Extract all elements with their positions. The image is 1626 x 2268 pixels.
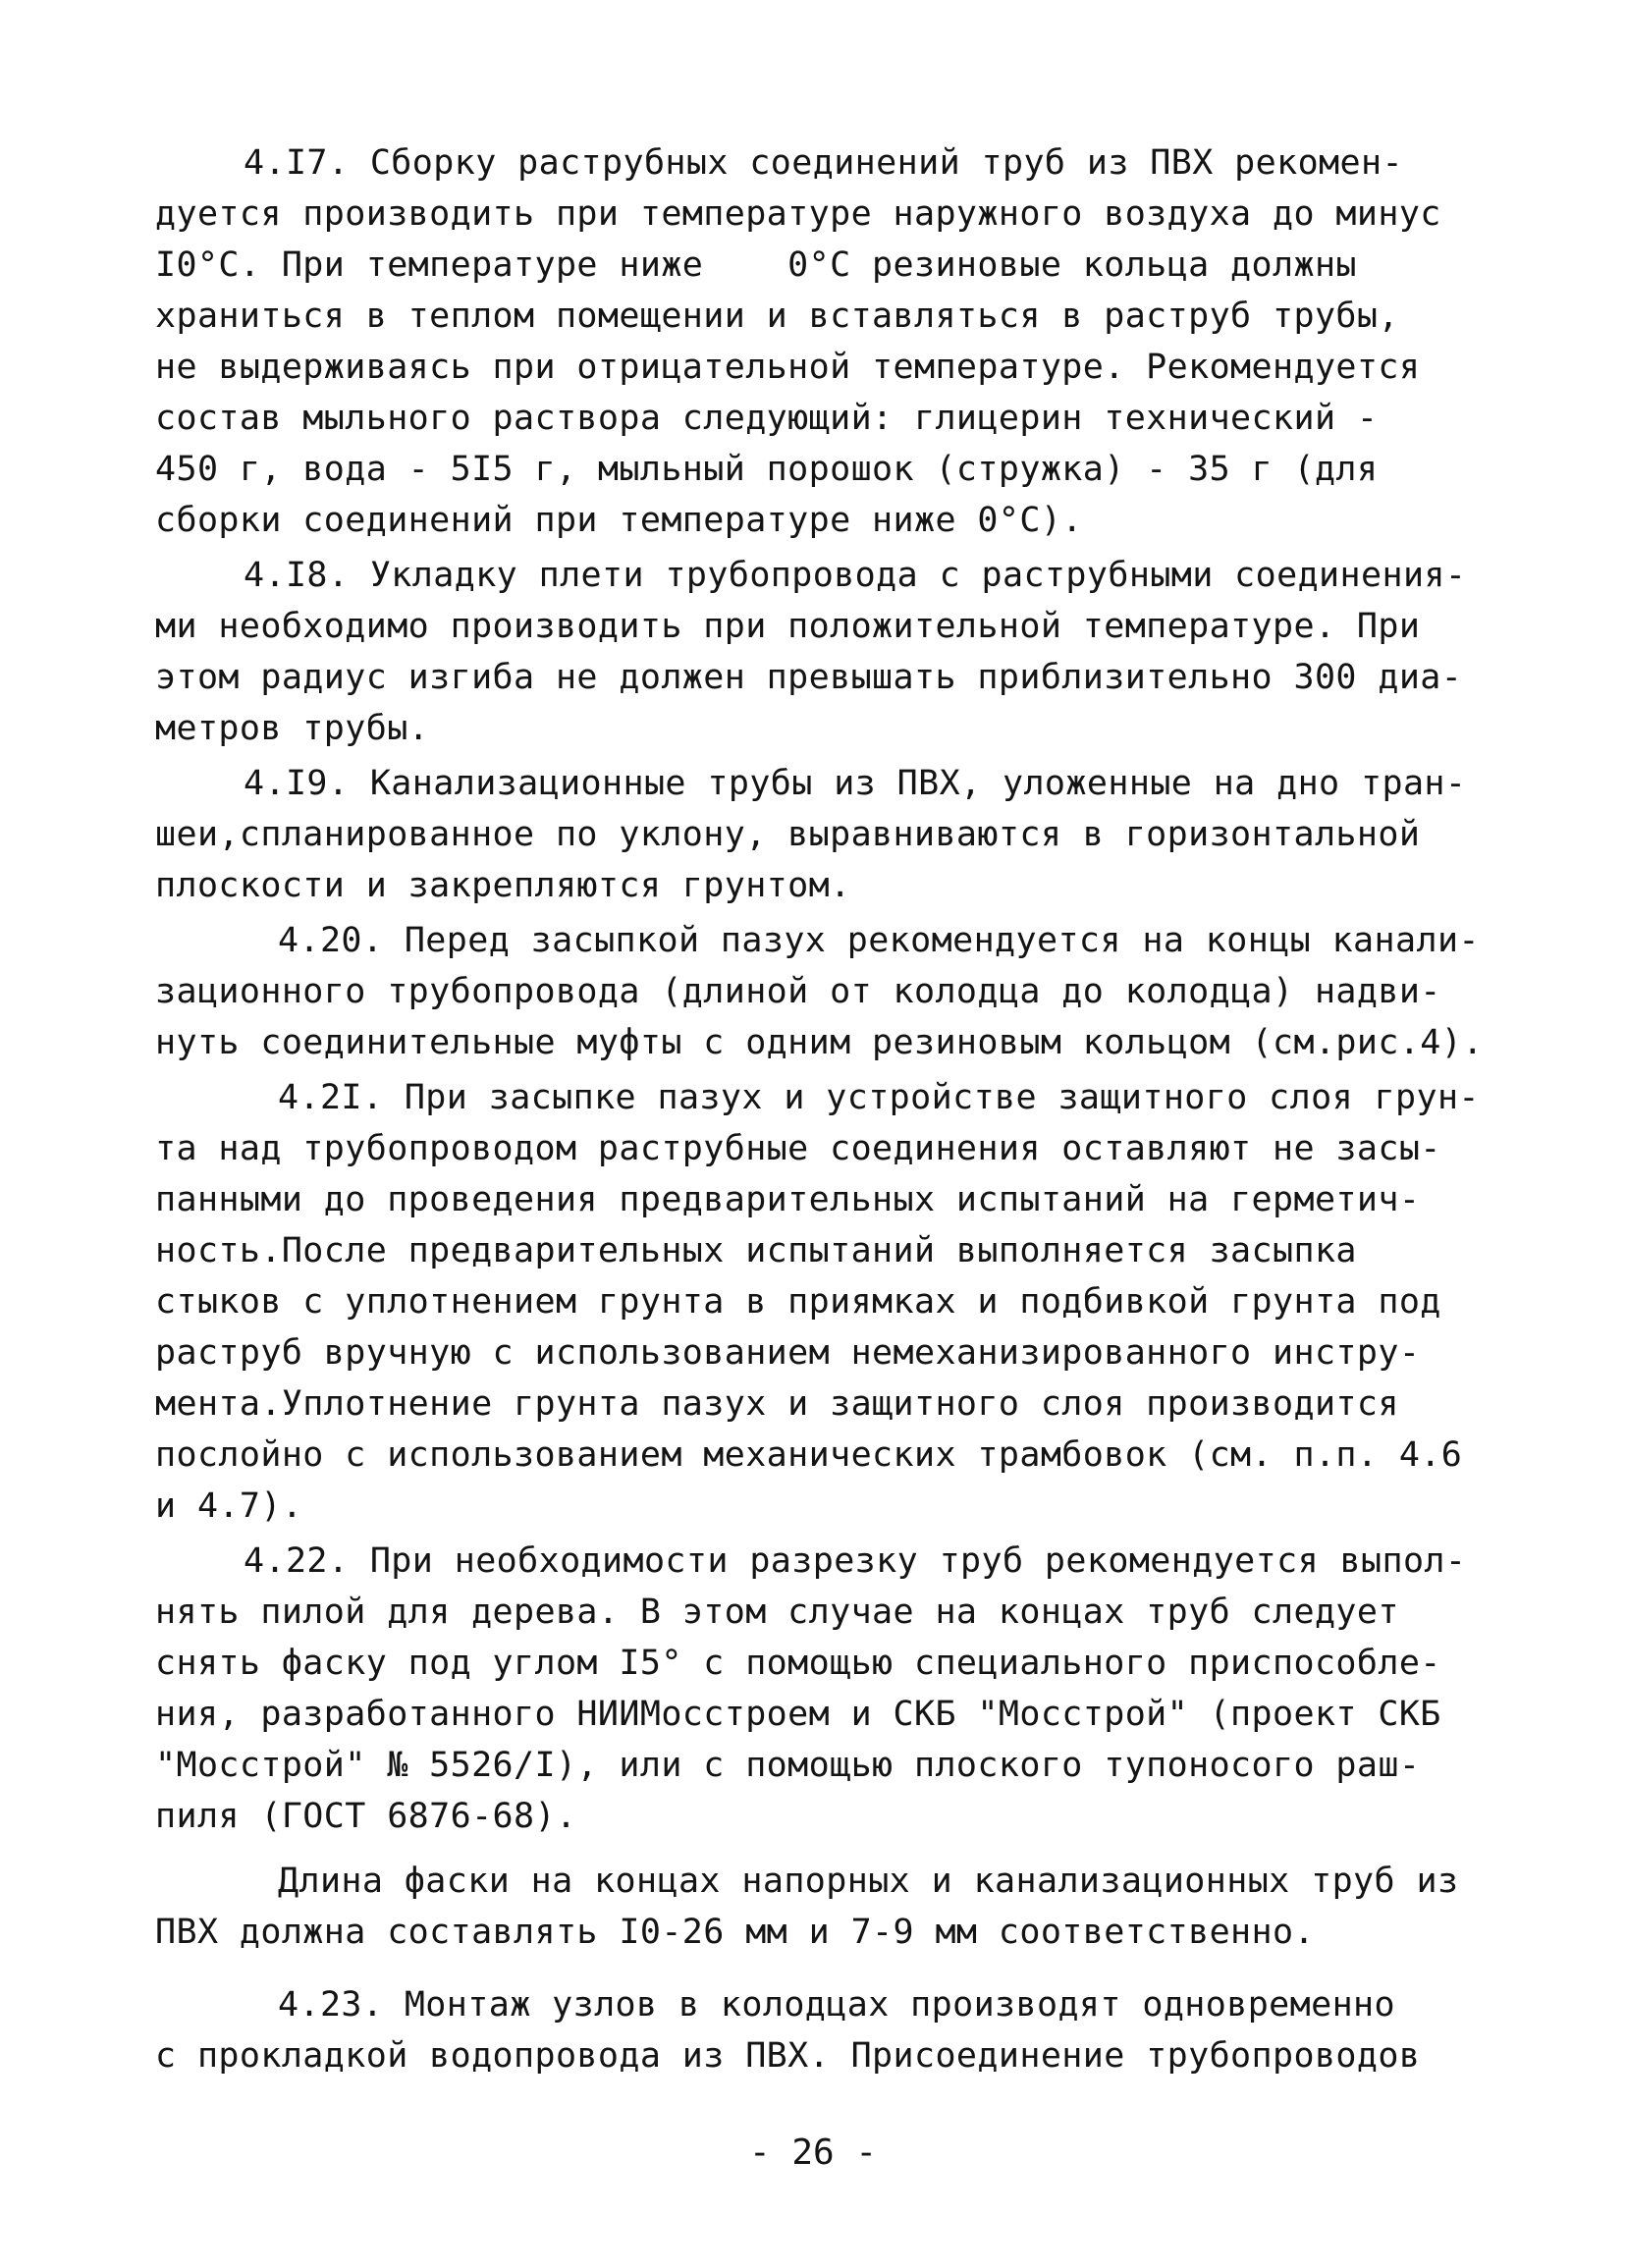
text-line: сборки соединений при температуре ниже 0°C).	[155, 501, 1083, 540]
text-line: ность.После предварительных испытаний выполняется засыпка	[155, 1231, 1357, 1270]
text-line: и 4.7).	[155, 1486, 303, 1526]
text-line: 4.2I. При засыпке пазух и устройстве защитного слоя грун-	[278, 1078, 1480, 1117]
text-line: 4.22. При необходимости разрезку труб рекомендуется выпол-	[244, 1541, 1467, 1581]
text-line: с прокладкой водопровода из ПВХ. Присоединение трубопроводов	[155, 2036, 1421, 2076]
text-line: шеи,спланированное по уклону, выравниваются в горизонтальной	[155, 815, 1421, 854]
text-line: стыков с уплотнением грунта в приямках и подбивкой грунта под	[155, 1282, 1441, 1322]
text-line: 4.23. Монтаж узлов в колодцах производят одновременно	[278, 1985, 1396, 2025]
text-line: та над трубопроводом раструбные соединения оставляют не засы-	[155, 1129, 1441, 1168]
text-line: "Мосстрой" № 5526/I), или с помощью плоского тупоносого раш-	[155, 1746, 1421, 1785]
text-line: послойно с использованием механических трамбовок (см. п.п. 4.6	[155, 1435, 1463, 1475]
text-line: панными до проведения предварительных испытаний на герметич-	[155, 1180, 1421, 1219]
text-line: мента.Уплотнение грунта пазух и защитного слоя производится	[155, 1384, 1399, 1424]
document-body	[155, 137, 1484, 2081]
text-line: зационного трубопровода (длиной от колодца до колодца) надви-	[155, 972, 1441, 1011]
text-line: 450 г, вода - 5I5 г, мыльный порошок (стружка) - 35 г (для	[155, 450, 1379, 489]
text-line: дуется производить при температуре наружного воздуха до минус	[155, 194, 1441, 234]
text-line: I0°C. При температуре ниже 0°C резиновые кольца должны	[155, 245, 1357, 285]
text-line: 4.I7. Сборку раструбных соединений труб из ПВХ рекомен-	[244, 143, 1403, 183]
text-line: состав мыльного раствора следующий: глицерин технический -	[155, 399, 1379, 438]
text-line: нуть соединительные муфты с одним резиновым кольцом (см.рис.4).	[155, 1023, 1484, 1062]
text-line: нять пилой для дерева. В этом случае на концах труб следует	[155, 1593, 1399, 1632]
text-line: Длина фаски на концах напорных и канализационных труб из	[278, 1862, 1459, 1901]
text-line: ния, разработанного НИИМосстроем и СКБ "Мосстрой" (проект СКБ	[155, 1695, 1441, 1734]
text-line: 4.I9. Канализационные трубы из ПВХ, уложенные на дно тран-	[244, 764, 1467, 803]
text-line: раструб вручную с использованием немеханизированного инстру-	[155, 1333, 1421, 1373]
page-number: - 26 -	[748, 2133, 878, 2173]
text-line: ПВХ должна составлять I0-26 мм и 7-9 мм соответственно.	[155, 1913, 1315, 1952]
text-line: 4.I8. Укладку плети трубопровода с раструбными соединения-	[244, 556, 1467, 595]
text-line: пиля (ГОСТ 6876-68).	[155, 1797, 577, 1836]
text-line: плоскости и закрепляются грунтом.	[155, 866, 851, 905]
text-line: не выдерживаясь при отрицательной температуре. Рекомендуется	[155, 348, 1421, 387]
text-line: 4.20. Перед засыпкой пазух рекомендуется на концы канали-	[278, 921, 1480, 960]
text-line: ми необходимо производить при положительной температуре. При	[155, 607, 1421, 646]
text-line: этом радиус изгиба не должен превышать приблизительно 300 диа-	[155, 658, 1463, 697]
text-line: снять фаску под углом I5° с помощью специального приспособле-	[155, 1644, 1441, 1683]
text-line: метров трубы.	[155, 709, 430, 748]
text-line: храниться в теплом помещении и вставляться в раструб трубы,	[155, 297, 1399, 336]
